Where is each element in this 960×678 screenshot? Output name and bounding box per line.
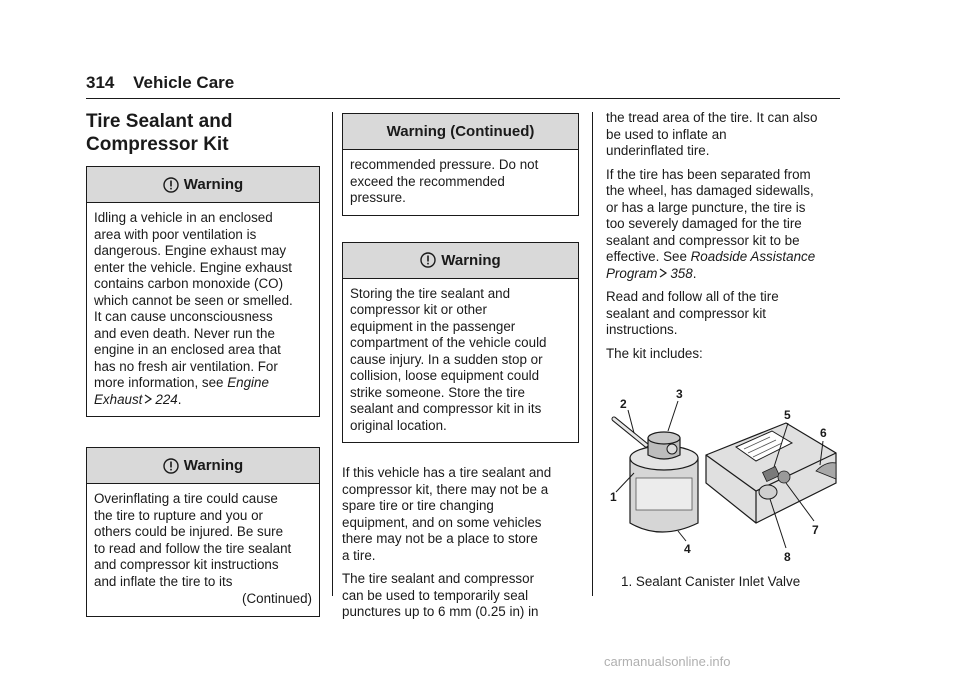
callout-5: 5 [784, 408, 791, 422]
page-ref-icon [144, 392, 153, 409]
sealant-canister [614, 419, 698, 532]
continued-label: (Continued) [242, 591, 312, 606]
warning-box-overinflating [86, 447, 320, 617]
page-number: 314 [86, 73, 115, 92]
warning-heading: Warning [87, 167, 319, 203]
column-2 [342, 110, 579, 628]
callout-7: 7 [812, 523, 819, 537]
page-ref[interactable]: 358 [670, 265, 693, 281]
callout-3: 3 [676, 387, 683, 401]
warning-box-storage [342, 242, 579, 444]
warning-heading: Warning (Continued) [343, 114, 578, 150]
warning-icon [163, 177, 179, 193]
engine-exhaust-link[interactable]: Engine [227, 375, 269, 390]
warning-heading: Warning [87, 448, 319, 484]
section-name: Vehicle Care [133, 73, 235, 92]
column-divider [332, 112, 333, 596]
warning-icon [163, 458, 179, 474]
warning-box-exhaust [86, 166, 320, 417]
compressor-unit [706, 423, 836, 523]
callout-2: 2 [620, 397, 627, 411]
page-header [86, 73, 234, 93]
paragraph-read-instructions: Read and follow all of the tire sealant and compressor kit instructions. [606, 289, 779, 337]
watermark: carmanualsonline.info [604, 654, 731, 669]
kit-illustration [606, 383, 840, 563]
callout-4: 4 [684, 542, 691, 556]
figure-caption: 1. Sealant Canister Inlet Valve [621, 574, 801, 589]
paragraph-tread-area: the tread area of the tire. It can also be used to inflate an underinflated tire. [606, 110, 818, 158]
column-1 [86, 110, 320, 639]
warning-text: recommended pressure. Do not exceed the recommended pressure. [350, 157, 539, 205]
column-divider [592, 112, 593, 596]
paragraph-kit-includes: The kit includes: [606, 345, 703, 361]
roadside-assistance-link[interactable]: Roadside Assistance [690, 249, 816, 264]
callout-8: 8 [784, 550, 791, 563]
callout-6: 6 [820, 426, 827, 440]
paragraph-puncture-info: The tire sealant and compressor can be used to temporarily seal punctures up to 6 mm (0.25 in) in [342, 571, 539, 619]
warning-text: Idling a vehicle in an enclosed area with poor ventilation is dangerous. Engine exhaust may enter the vehicle. Engine exhaust contains carbon monoxide (CO) which cannot be seen or smelled. It can cause unconsciousness and even death. Never run the engine in an enclosed area that has no fresh air ventilation. For more information, see Engine Exhaust 224. [94, 210, 293, 407]
callout-1: 1 [610, 490, 617, 504]
header-rule [86, 98, 840, 99]
page-ref-icon [659, 266, 668, 283]
column-3 [606, 110, 840, 589]
warning-text: Overinflating a tire could cause the tire to rupture and you or others could be injured. Be sure to read and follow the tire sealant and compressor kit instructions and inflate the tire to its (Continued) [94, 491, 312, 606]
warning-text: Storing the tire sealant and compressor kit or other equipment in the passenger compartment of the vehicle could cause injury. In a sudden stop or collision, loose equipment could strike someone. Store the tire sealant and compressor kit in its original location. [350, 285, 547, 433]
page-ref[interactable]: 224 [155, 391, 178, 407]
paragraph-kit-info: If this vehicle has a tire sealant and compressor kit, there may not be a spare tire or tire changing equipment, and on some vehicles there may not be a place to store a tire. [342, 465, 552, 563]
warning-heading: Warning [343, 243, 578, 279]
warning-icon [420, 252, 436, 268]
section-title: Tire Sealant and Compressor Kit [86, 111, 233, 155]
warning-box-continued [342, 113, 579, 216]
paragraph-damaged-tire: If the tire has been separated from the wheel, has damaged sidewalls, or has a large puncture, the tire is too severely damaged for the tire sealant and compressor kit to be effective. See Roadside Assistance Program 358. [606, 166, 816, 281]
